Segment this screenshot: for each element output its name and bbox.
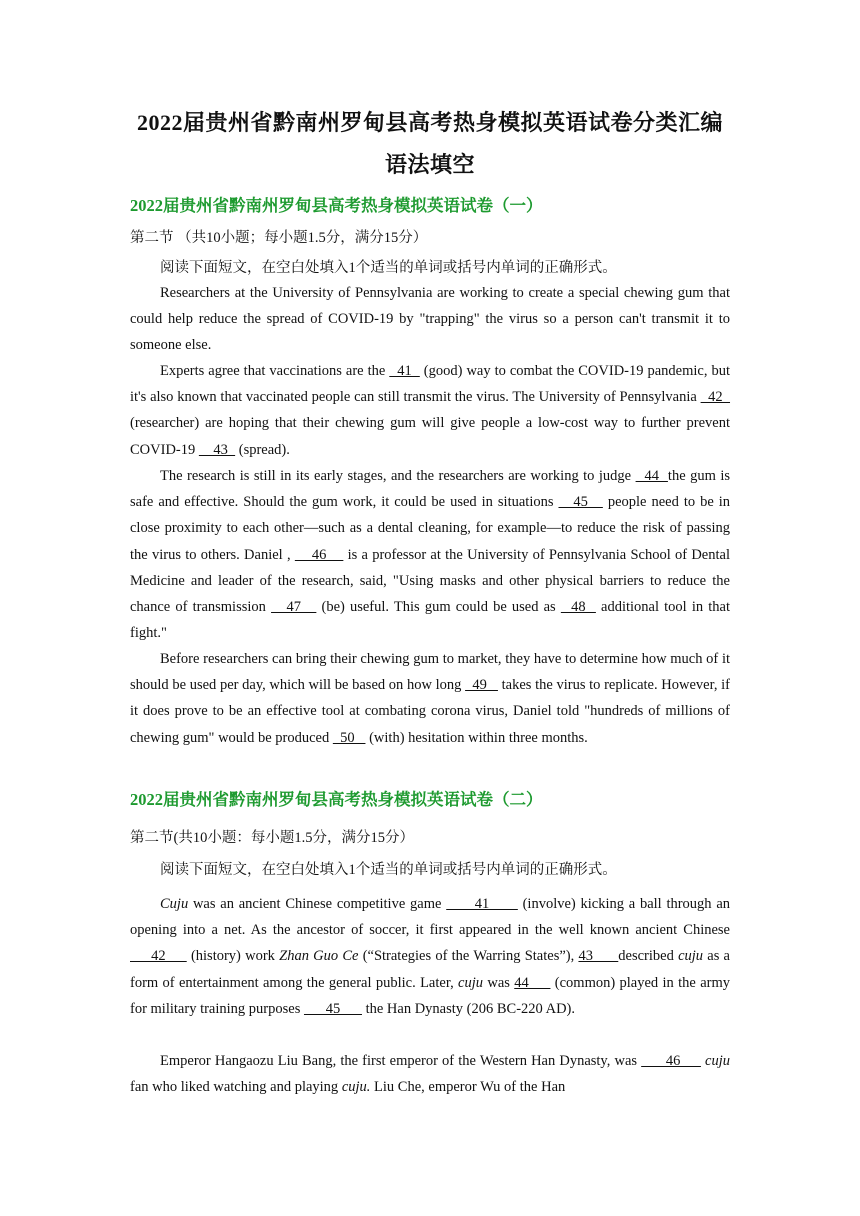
passage1-paragraph-2: Experts agree that vaccinations are the 41 (good) way to combat the COVID-19 pandemic, but it's also known that vaccinated people can still transmit the virus. The University of Pennsylvania 42 (researcher) are hoping that their chewing gum will give people a low-cost way to further prevent COVID-19 43 (spread).: [130, 363, 731, 458]
blank-42: 42: [700, 389, 731, 406]
section-heading-1: 2022届贵州省黔南州罗甸县高考热身模拟英语试卷（一）: [130, 196, 543, 215]
blank-2-43: 43: [578, 948, 619, 965]
passage1-paragraph-3: The research is still in its early stages, and the researchers are working to judge 44 the gum is safe and effective. Should the gum work, it could be used in situations 45 people need to be in close proximity to each other—such as a dental cleaning, for example—to reduce the risk of passing the virus to others. Daniel , 46 is a professor at the University of Pennsylvania School of Dental Medicine and leader of the research, said, "Using masks and other physical barriers to reduce the chance of transmission 47 (be) useful. This gum could be used as 48 additional tool in that fight.": [130, 468, 731, 642]
section-instruction-1: 阅读下面短文，在空白处填入1个适当的单词或括号内单词的正确形式。: [160, 260, 617, 276]
blank-2-42: 42: [130, 948, 187, 965]
blank-50: 50: [332, 729, 366, 746]
blank-43: 43: [198, 441, 236, 458]
section-part-label-2: 第二节(共10小题：每小题1.5分，满分15分）: [130, 830, 414, 846]
section-heading-2: 2022届贵州省黔南州罗甸县高考热身模拟英语试卷（二）: [130, 790, 543, 809]
section-instruction-2: 阅读下面短文，在空白处填入1个适当的单词或括号内单词的正确形式。: [160, 862, 617, 878]
blank-44: 44: [635, 468, 668, 484]
blank-2-46: 46: [641, 1053, 701, 1069]
document-title: 2022届贵州省黔南州罗甸县高考热身模拟英语试卷分类汇编: [136, 110, 723, 135]
blank-41: 41: [389, 363, 420, 379]
blank-2-41: 41: [446, 896, 518, 912]
blank-2-45: 45: [303, 1000, 362, 1017]
blank-47: 47: [271, 599, 317, 616]
passage1-paragraph-1: Researchers at the University of Pennsylvania are working to create a special chewing gum that could help reduce the spread of COVID-19 by "trapping" the virus so a person can't transmit it to someone else.: [130, 285, 730, 354]
passage2-paragraph-2: Emperor Hangaozu Liu Bang, the first emperor of the Western Han Dynasty, was 46 cuju fan who liked watching and playing cuju. Liu Che, emperor Wu of the Han: [130, 1053, 731, 1096]
blank-48: 48: [560, 599, 596, 616]
section-part-label-1: 第二节 （共10小题；每小题1.5分，满分15分）: [130, 230, 428, 246]
blank-49: 49: [465, 677, 498, 694]
blank-2-44: 44: [514, 974, 551, 991]
blank-46: 46: [294, 546, 344, 563]
blank-45: 45: [558, 494, 603, 511]
passage2-paragraph-1: Cuju was an ancient Chinese competitive game 41 (involve) kicking a ball through an opening into a net. As the ancestor of soccer, it first appeared in the well known ancient Chinese 42 (history) work Zhan Guo Ce (“Strategies of the Warring States”), 43 described cuju as a form of entertainment among the general public. Later, cuju was 44 (common) played in the army for military training purposes 45 the Han Dynasty (206 BC-220 AD).: [130, 896, 731, 1017]
document-subtitle: 语法填空: [384, 152, 475, 177]
passage1-paragraph-4: Before researchers can bring their chewing gum to market, they have to determine how much of it should be used per day, which will be based on how long 49 takes the virus to replicate. However, if it does prove to be an effective tool at combating corona virus, Daniel told "hundreds of millions of chewing gum" would be produced 50 (with) hesitation within three months.: [130, 651, 730, 746]
